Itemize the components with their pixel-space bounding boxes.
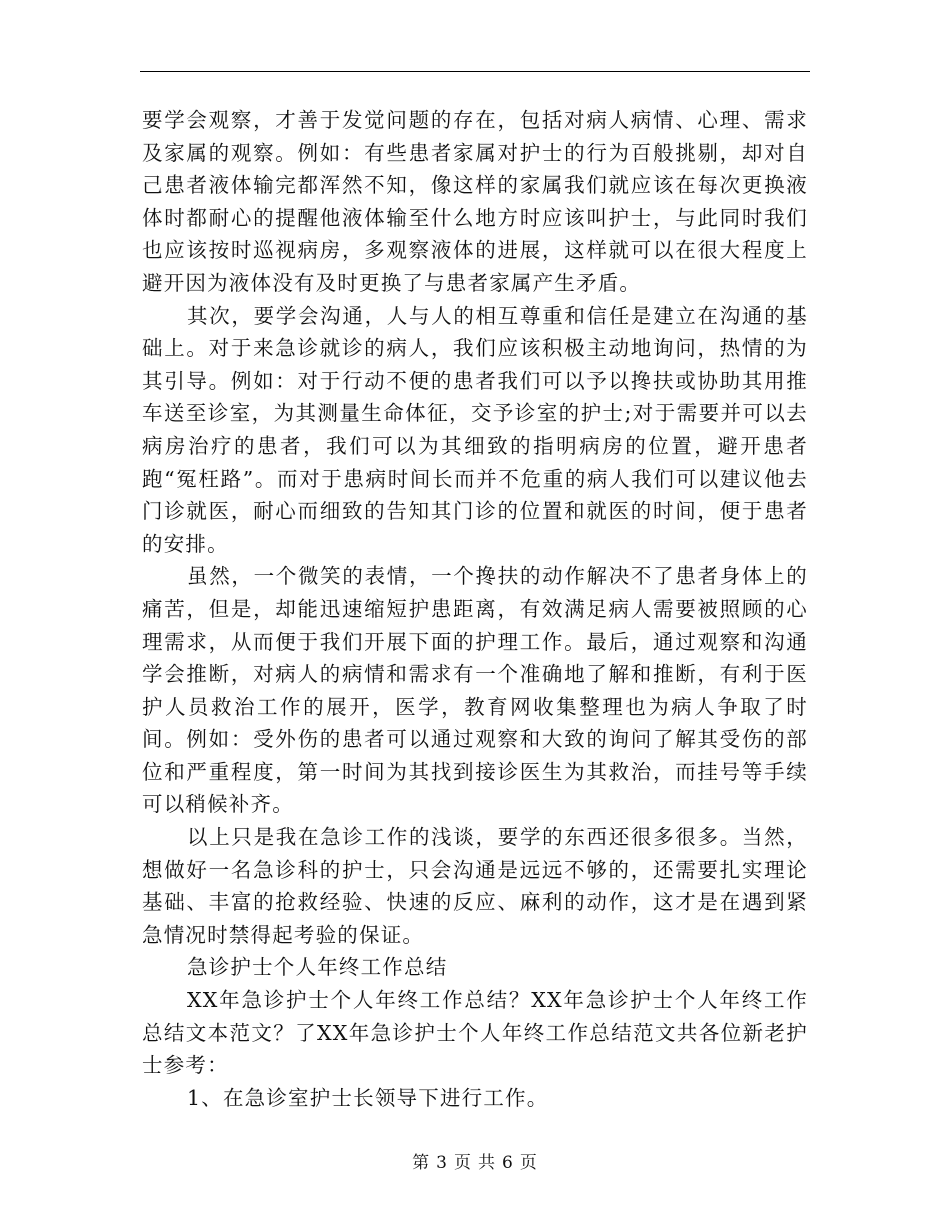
paragraph-observation: 要学会观察，才善于发觉问题的存在，包括对病人病情、心理、需求及家属的观察。例如：有些患者家属对护士的行为百般挑剔，却对自己患者液体输完都浑然不知，像这样的家属我们就应该在每次更换液体时都耐心的提醒他液体输至什么地方时应该叫护士，与此同时我们也应该按时巡视病房，多观察液体的进展，这样就可以在很大程度上避开因为液体没有及时更换了与患者家属产生矛盾。: [142, 108, 808, 295]
footer-label-page-unit: 页: [454, 1153, 472, 1173]
paragraph-conclusion: 以上只是我在急诊工作的浅谈，要学的东西还很多很多。当然，想做好一名急诊科的护士，只会沟通是远远不够的，还需要扎实理论基础、丰富的抢救经验、快速的反应、麻利的动作，这才是在遇到紧急情况时禁得起考验的保证。: [142, 825, 808, 947]
paragraph-summary-intro: XX年急诊护士个人年终工作总结？XX年急诊护士个人年终工作总结文本范文？了XX年急诊护士个人年终工作总结范文共各位新老护士参考：: [142, 988, 808, 1078]
paragraph-smile: 虽然，一个微笑的表情，一个搀扶的动作解决不了患者身体上的痛苦，但是，却能迅速缩短护患距离，有效满足病人需要被照顾的心理需求，从而便于我们开展下面的护理工作。最后，通过观察和沟通学会推断，对病人的病情和需求有一个准确地了解和推断，有利于医护人员救治工作的展开，医学，教育网收集整理也为病人争取了时间。例如：受外伤的患者可以通过观察和大致的询问了解其受伤的部位和严重程度，第一时间为其找到接诊医生为其救治，而挂号等手续可以稍候补齐。: [142, 564, 808, 817]
page-number-footer: [0, 1148, 950, 1173]
document-body: [142, 104, 808, 1114]
footer-label-page: 第: [412, 1153, 431, 1173]
list-item-1: 1、在急诊室护士长领导下进行工作。: [187, 1085, 549, 1110]
footer-label-total-unit: 页: [519, 1153, 538, 1173]
footer-current-page: 3: [436, 1153, 448, 1173]
footer-label-total: 共: [478, 1153, 496, 1173]
section-title: 急诊护士个人年终工作总结: [187, 955, 448, 980]
footer-total-pages: 6: [502, 1153, 514, 1173]
paragraph-communication: 其次，要学会沟通，人与人的相互尊重和信任是建立在沟通的基础上。对于来急诊就诊的病人，我们应该积极主动地询问，热情的为其引导。例如：对于行动不便的患者我们可以予以搀扶或协助其用推车送至诊室，为其测量生命体征，交予诊室的护士;对于需要并可以去病房治疗的患者，我们可以为其细致的指明病房的位置，避开患者跑“冤枉路”。而对于患病时间长而并不危重的病人我们可以建议他去门诊就医，耐心而细致的告知其门诊的位置和就医的时间，便于患者的安排。: [142, 303, 808, 556]
header-rule: [140, 71, 810, 72]
